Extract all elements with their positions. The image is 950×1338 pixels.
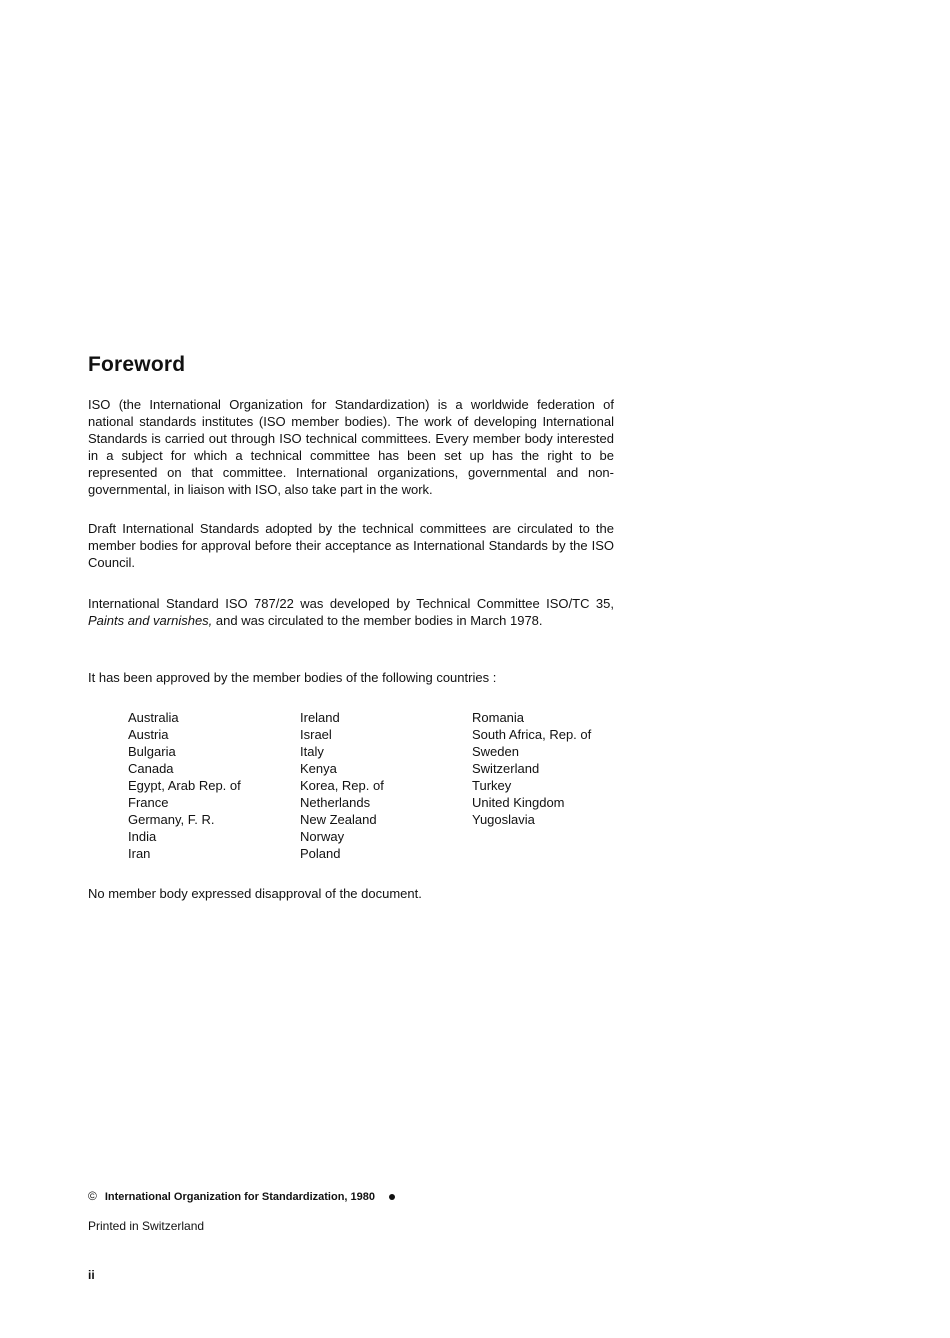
country-item: Netherlands	[300, 795, 371, 810]
committee-title: Paints and varnishes,	[88, 613, 213, 628]
development-text-end: and was circulated to the member bodies in March 1978.	[212, 613, 543, 628]
paragraph-draft-standards: Draft International Standards adopted by the technical committees are circulated to the member bodies for approval before their acceptance as International Standards by the ISO Council.	[88, 521, 614, 570]
country-list-column-2	[300, 709, 384, 862]
page-title: Foreword	[88, 353, 186, 376]
country-item: Switzerland	[472, 761, 540, 776]
country-item: Yugoslavia	[472, 812, 535, 827]
country-item: Israel	[300, 727, 332, 742]
paragraph-approval: It has been approved by the member bodies of the following countries :	[88, 670, 497, 685]
country-item: United Kingdom	[472, 795, 565, 810]
country-item: Sweden	[472, 744, 519, 759]
page-number: ii	[88, 1268, 95, 1282]
country-item: Korea, Rep. of	[300, 778, 384, 793]
country-item: New Zealand	[300, 812, 377, 827]
country-item: Canada	[128, 761, 174, 776]
printed-in-note: Printed in Switzerland	[88, 1219, 205, 1233]
country-item: Ireland	[300, 710, 340, 725]
country-list-column-3	[472, 709, 591, 828]
country-list-column-1	[128, 709, 241, 862]
country-item: Norway	[300, 829, 345, 844]
paragraph-no-disapproval: No member body expressed disapproval of the document.	[88, 886, 422, 901]
country-item: Iran	[128, 846, 151, 861]
country-item: Romania	[472, 710, 525, 725]
country-item: Italy	[300, 744, 324, 759]
country-item: Egypt, Arab Rep. of	[128, 778, 241, 793]
country-item: Turkey	[472, 778, 512, 793]
country-item: Germany, F. R.	[128, 812, 215, 827]
country-item: Australia	[128, 710, 179, 725]
country-item: India	[128, 829, 157, 844]
bullet-icon	[389, 1194, 395, 1200]
country-item: France	[128, 795, 169, 810]
country-item: Austria	[128, 727, 169, 742]
copyright-line	[88, 1189, 395, 1203]
country-item: Kenya	[300, 761, 337, 776]
country-item: South Africa, Rep. of	[472, 727, 592, 742]
paragraph-development	[88, 595, 614, 629]
paragraph-iso-intro: ISO (the International Organization for Standardization) is a worldwide federation of national standards institutes (ISO member bodies). The work of developing International Standards is carried out through ISO technical committees. Every member body interested in a subject for which a technical committee has been set up has the right to be represented on that committee. International organizations, governmental and non-governmental, in liaison with ISO, also take part in the work.	[88, 397, 614, 497]
development-text-start: International Standard ISO 787/22 was developed by Technical Committee ISO/TC 35,	[88, 596, 614, 611]
copyright-text: International Organization for Standardization, 1980	[104, 1191, 375, 1203]
copyright-icon: ©	[88, 1189, 97, 1203]
country-item: Bulgaria	[128, 744, 176, 759]
country-item: Poland	[300, 846, 341, 861]
